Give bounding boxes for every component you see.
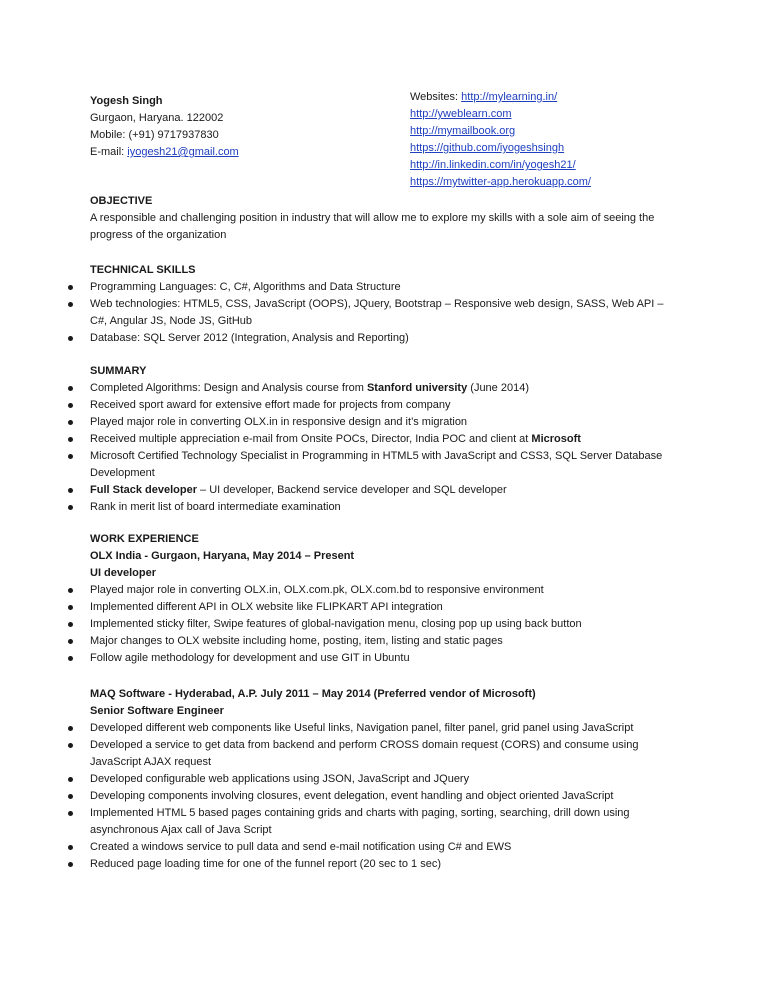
bullet-icon	[68, 588, 73, 593]
bullet-icon	[68, 454, 73, 459]
candidate-name: Yogesh Singh	[90, 95, 163, 107]
website-link[interactable]: http://yweblearn.com	[410, 108, 512, 120]
bullet-icon	[68, 437, 73, 442]
list-item: Major changes to OLX website including home, posting, item, listing and static pages	[90, 633, 680, 650]
list-item: Full Stack developer – UI developer, Backend service developer and SQL developer	[90, 482, 680, 499]
email-row	[90, 144, 239, 161]
objective-text: A responsible and challenging position in industry that will allow me to explore my skills with a sole aim of seeing the progress of the organization	[90, 212, 655, 241]
bullet-icon	[68, 862, 73, 867]
bullet-icon	[68, 639, 73, 644]
website-link[interactable]: http://mylearning.in/	[461, 91, 558, 103]
job-company: MAQ Software - Hyderabad, A.P. July 2011 – May 2014 (Preferred vendor of Microsoft)	[90, 688, 536, 700]
bullet-icon	[68, 488, 73, 493]
bullet-icon	[68, 622, 73, 627]
list-item: Received sport award for extensive effort made for projects from company	[90, 397, 680, 414]
objective-section	[90, 193, 690, 244]
summary-section	[90, 363, 690, 516]
job-maq-section	[90, 686, 690, 873]
bullet-icon	[68, 811, 73, 816]
job-company: OLX India - Gurgaon, Haryana, May 2014 – Present	[90, 550, 355, 562]
skills-heading: TECHNICAL SKILLS	[90, 264, 196, 276]
bullet-icon	[68, 605, 73, 610]
list-item: Implemented different API in OLX website like FLIPKART API integration	[90, 599, 680, 616]
list-item: Played major role in converting OLX.in, OLX.com.pk, OLX.com.bd to responsive environment	[90, 582, 680, 599]
bullet-icon	[68, 743, 73, 748]
mobile-number: Mobile: (+91) 9717937830	[90, 129, 219, 141]
list-item: Web technologies: HTML5, CSS, JavaScript (OOPS), JQuery, Bootstrap – Responsive web design, SASS, Web API – C#, Angular JS, Node JS, GitHub	[90, 296, 680, 330]
skills-section	[90, 262, 690, 347]
list-item: Played major role in converting OLX.in in responsive design and it’s migration	[90, 414, 680, 431]
list-item: Created a windows service to pull data and send e-mail notification using C# and EWS	[90, 839, 680, 856]
bullet-icon	[68, 302, 73, 307]
list-item: Follow agile methodology for development and use GIT in Ubuntu	[90, 650, 680, 667]
website-link[interactable]: http://mymailbook.org	[410, 125, 516, 137]
list-item: Developing components involving closures, event delegation, event handling and object oriented JavaScript	[90, 788, 680, 805]
contact-block	[90, 93, 239, 161]
list-item: Microsoft Certified Technology Specialist in Programming in HTML5 with JavaScript and CSS3, SQL Server Database Development	[90, 448, 680, 482]
list-item: Developed a service to get data from backend and perform CROSS domain request (CORS) and consume using JavaScript AJAX request	[90, 737, 680, 771]
bullet-icon	[68, 777, 73, 782]
job-role: Senior Software Engineer	[90, 705, 224, 717]
list-item: Received multiple appreciation e-mail from Onsite POCs, Director, India POC and client at Microsoft	[90, 431, 680, 448]
bullet-icon	[68, 794, 73, 799]
bullet-icon	[68, 386, 73, 391]
bullet-icon	[68, 336, 73, 341]
list-item: Developed configurable web applications using JSON, JavaScript and JQuery	[90, 771, 680, 788]
list-item: Database: SQL Server 2012 (Integration, Analysis and Reporting)	[90, 330, 680, 347]
summary-heading: SUMMARY	[90, 365, 147, 377]
website-link[interactable]: https://mytwitter-app.herokuapp.com/	[410, 176, 591, 188]
list-item: Implemented HTML 5 based pages containing grids and charts with paging, sorting, searching, drill down using asynchronous Ajax call of Java Script	[90, 805, 680, 839]
website-link[interactable]: https://github.com/iyogeshsingh	[410, 142, 565, 154]
websites-block	[410, 89, 591, 191]
list-item: Developed different web components like Useful links, Navigation panel, filter panel, grid panel using JavaScript	[90, 720, 680, 737]
bullet-icon	[68, 845, 73, 850]
list-item: Programming Languages: C, C#, Algorithms and Data Structure	[90, 279, 680, 296]
job-role: UI developer	[90, 567, 157, 579]
list-item: Implemented sticky filter, Swipe features of global-navigation menu, closing pop up using back button	[90, 616, 680, 633]
bullet-icon	[68, 403, 73, 408]
bullet-icon	[68, 420, 73, 425]
email-link[interactable]: iyogesh21@gmail.com	[127, 146, 239, 158]
objective-heading: OBJECTIVE	[90, 195, 153, 207]
list-item: Completed Algorithms: Design and Analysis course from Stanford university (June 2014)	[90, 380, 680, 397]
bullet-icon	[68, 285, 73, 290]
bullet-icon	[68, 505, 73, 510]
work-section	[90, 531, 690, 667]
website-link[interactable]: http://in.linkedin.com/in/yogesh21/	[410, 159, 576, 171]
list-item: Rank in merit list of board intermediate examination	[90, 499, 680, 516]
work-heading: WORK EXPERIENCE	[90, 533, 199, 545]
websites-label: Websites:	[410, 91, 462, 103]
address: Gurgaon, Haryana. 122002	[90, 112, 224, 124]
bullet-icon	[68, 656, 73, 661]
email-label: E-mail:	[90, 146, 128, 158]
list-item: Reduced page loading time for one of the funnel report (20 sec to 1 sec)	[90, 856, 680, 873]
websites-row	[410, 89, 591, 106]
bullet-icon	[68, 726, 73, 731]
